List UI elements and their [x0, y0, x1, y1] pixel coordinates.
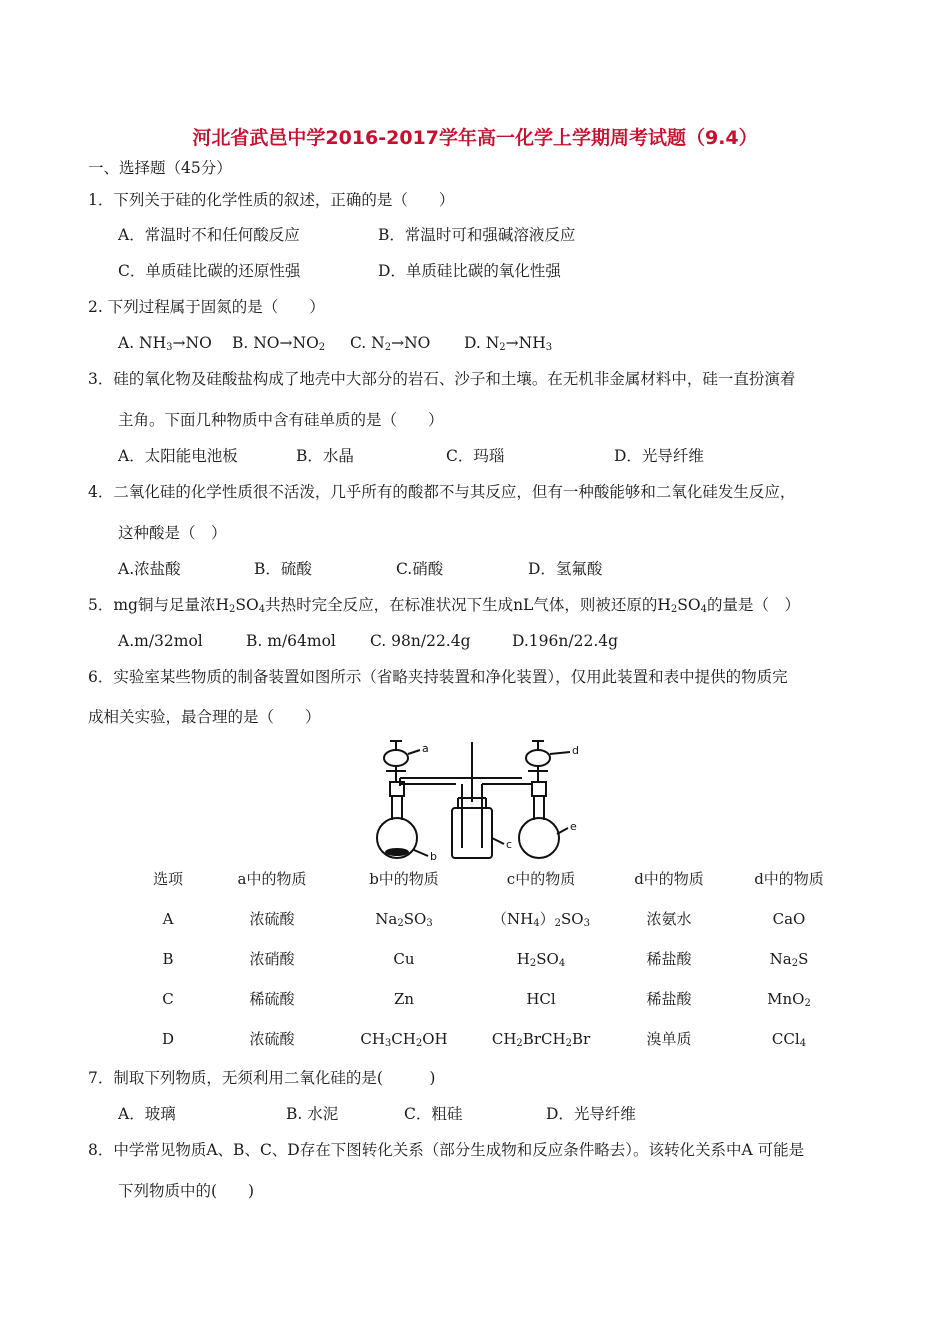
- label-d: d: [572, 744, 579, 757]
- q4-option-c: C.硝酸: [396, 560, 444, 578]
- table-row-b-col-a: 浓硝酸: [249, 950, 295, 968]
- table-row-d-col-c: $CH_2BrCH_2Br$: [491, 1030, 591, 1049]
- label-e: e: [570, 820, 577, 833]
- table-row-a-col-d: 浓氨水: [646, 910, 692, 928]
- question-2-stem: 2. 下列过程属于固氮的是（ ）: [88, 298, 325, 316]
- table-row-d-col-a: 浓硫酸: [249, 1030, 295, 1048]
- q4-option-b: B．硫酸: [254, 560, 312, 578]
- table-row-d-col-d: 溴单质: [646, 1030, 692, 1048]
- page-title: 河北省武邑中学2016-2017学年高一化学上学期周考试题（9.4）: [192, 127, 758, 149]
- table-header-b: b中的物质: [369, 870, 439, 888]
- table-row-b-col-e: $Na_2S$: [769, 950, 809, 969]
- question-6-stem-line1: 6．实验室某些物质的制备装置如图所示（省略夹持装置和净化装置），仅用此装置和表中提供的物质完: [88, 668, 788, 686]
- left-flask-solid: [385, 848, 409, 856]
- table-row-c-col-b: Zn: [393, 990, 415, 1008]
- table-row-c-col-c: HCl: [526, 990, 556, 1008]
- table-row-c-col-e: MnO$_2$: [767, 990, 811, 1009]
- q7-option-a: A．玻璃: [118, 1105, 176, 1123]
- q5-option-d: D.196n/22.4g: [512, 632, 619, 650]
- q3-option-d: D．光导纤维: [614, 447, 704, 465]
- table-row-b-col-c: $H_2SO_4$: [516, 950, 566, 969]
- question-7-stem: 7．制取下列物质，无须利用二氧化硅的是( ): [88, 1069, 436, 1087]
- table-row-c-col-a: 稀硫酸: [249, 990, 295, 1008]
- table-row-d-col-b: $CH_3CH_2OH$: [360, 1030, 448, 1049]
- question-3-stem-line2: 主角。下面几种物质中含有硅单质的是（ ）: [118, 411, 444, 429]
- table-header-c: c中的物质: [506, 870, 576, 888]
- question-8-stem-line2: 下列物质中的( ): [118, 1182, 255, 1200]
- wash-bottle: [452, 808, 492, 858]
- table-row-b-col-d: 稀盐酸: [646, 950, 692, 968]
- q5-option-c: C. 98n/22.4g: [370, 632, 471, 650]
- table-row-d-option: D: [161, 1030, 175, 1048]
- q3-option-b: B．水晶: [296, 447, 354, 465]
- q1-option-b: B．常温时可和强碱溶液反应: [378, 226, 576, 244]
- table-row-b-col-b: Cu: [393, 950, 415, 968]
- q7-option-d: D．光导纤维: [546, 1105, 636, 1123]
- q1-option-c: C．单质硅比碳的还原性强: [118, 262, 301, 280]
- question-8-stem-line1: 8．中学常见物质A、B、C、D存在下图转化关系（部分生成物和反应条件略去）。该转化关系中A 可能是: [88, 1141, 805, 1159]
- table-row-a-col-e: CaO: [772, 910, 806, 928]
- q4-option-a: A.浓盐酸: [118, 560, 181, 578]
- table-row-c-col-d: 稀盐酸: [646, 990, 692, 1008]
- question-5-stem: 5．mg铜与足量浓$H_2SO_4$共热时完全反应，在标准状况下生成nL气体，则被还原的$H_2SO_4$的量是（ ）: [88, 596, 800, 615]
- table-header-e: d中的物质: [754, 870, 824, 888]
- q7-option-b: B. 水泥: [286, 1105, 339, 1123]
- apparatus-diagram: [372, 738, 592, 864]
- label-a: a: [422, 742, 429, 755]
- table-header-a: a中的物质: [237, 870, 307, 888]
- table-row-a-col-a: 浓硫酸: [249, 910, 295, 928]
- label-b: b: [430, 850, 437, 863]
- right-flask: [519, 818, 559, 858]
- table-row-b-option: B: [162, 950, 174, 968]
- q2-option-c: C. $N_2\to NO$: [350, 334, 431, 353]
- question-4-stem-line1: 4．二氧化硅的化学性质很不活泼，几乎所有的酸都不与其反应，但有一种酸能够和二氧化硅发生反应，: [88, 483, 796, 501]
- q4-option-d: D．氢氟酸: [528, 560, 603, 578]
- label-c: c: [506, 838, 513, 851]
- q1-option-d: D．单质硅比碳的氧化性强: [378, 262, 561, 280]
- table-row-d-col-e: CCl$_4$: [771, 1030, 807, 1049]
- q3-option-c: C．玛瑙: [446, 447, 505, 465]
- right-funnel: [526, 750, 550, 766]
- question-1-stem: 1．下列关于硅的化学性质的叙述，正确的是（ ）: [88, 191, 455, 209]
- question-3-stem-line1: 3．硅的氧化物及硅酸盐构成了地壳中大部分的岩石、沙子和土壤。在无机非金属材料中，硅一直扮演着: [88, 370, 796, 388]
- table-row-a-col-c: $(NH_4)_2SO_3$: [492, 910, 590, 929]
- section-heading: 一、选择题（45分）: [88, 159, 232, 177]
- left-funnel: [384, 750, 408, 766]
- table-row-c-option: C: [162, 990, 174, 1008]
- table-header-option: 选项: [152, 870, 184, 888]
- question-4-stem-line2: 这种酸是（ ）: [118, 524, 227, 542]
- table-row-a-option: A: [162, 910, 174, 928]
- table-row-a-col-b: $Na_2SO_3$: [375, 910, 433, 929]
- q2-option-b: B. $NO\to NO_2$: [232, 334, 326, 353]
- table-header-d: d中的物质: [634, 870, 704, 888]
- q5-option-b: B. m/64mol: [246, 632, 336, 650]
- q7-option-c: C．粗硅: [404, 1105, 463, 1123]
- q2-option-d: D. $N_2\to NH_3$: [464, 334, 553, 353]
- question-6-stem-line2: 成相关实验，最合理的是（ ）: [88, 708, 321, 726]
- q3-option-a: A．太阳能电池板: [118, 447, 238, 465]
- q2-option-a: A. $NH_3\to NO$: [118, 334, 212, 353]
- q1-option-a: A．常温时不和任何酸反应: [118, 226, 300, 244]
- q5-option-a: A.m/32mol: [118, 632, 203, 650]
